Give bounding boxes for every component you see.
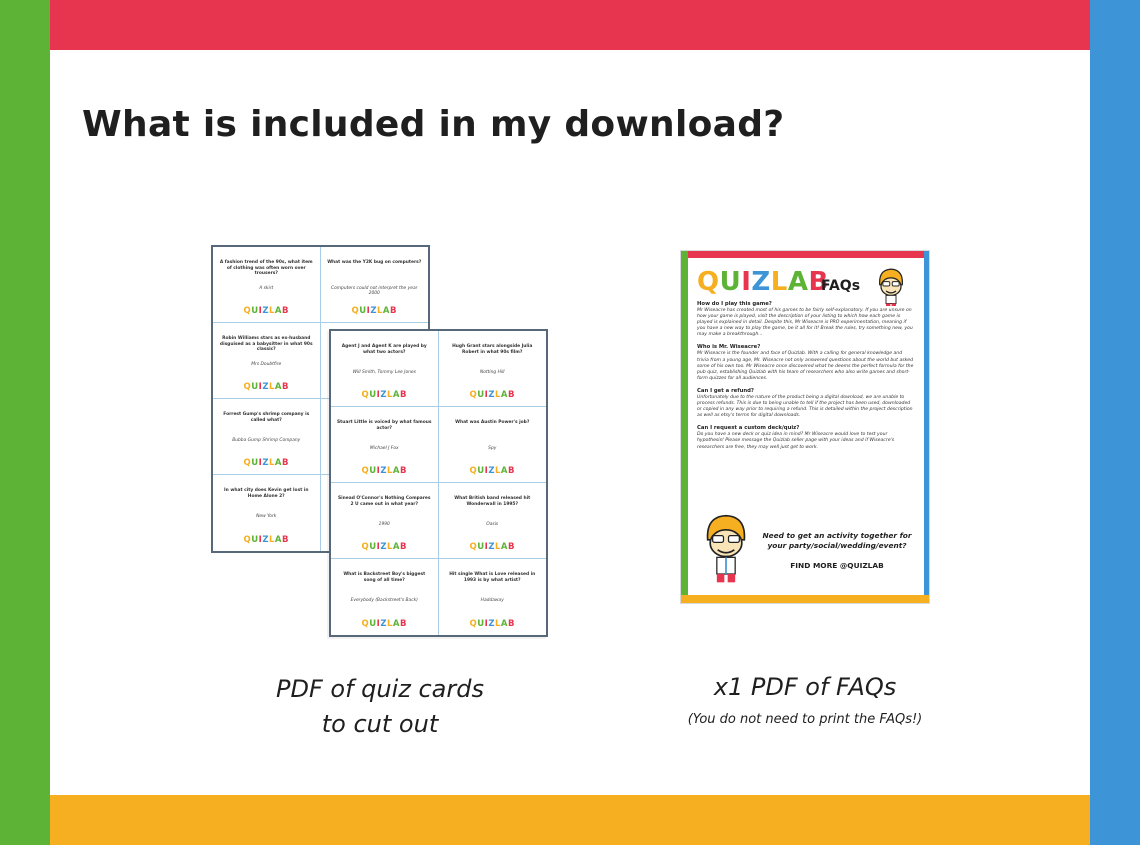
quiz-card: [213, 323, 321, 399]
mascot-small-icon: [872, 266, 910, 306]
logo-letter: U: [477, 619, 485, 629]
logo-letter: A: [382, 306, 390, 316]
logo-letter: L: [268, 382, 275, 392]
logo-letter: B: [400, 619, 407, 629]
faq-body: [697, 301, 915, 457]
faq-right-bar: [924, 251, 930, 604]
mascot-large-icon: [701, 513, 751, 585]
logo-letter: A: [274, 458, 282, 468]
caption-quiz-cards-line-1: PDF of quiz cards: [276, 675, 484, 703]
quiz-card-answer: Oasis: [486, 522, 499, 527]
logo-letter: U: [369, 619, 377, 629]
quiz-card-logo: [439, 390, 547, 400]
logo-letter: U: [477, 390, 485, 400]
quiz-card-answer: 1990: [378, 522, 390, 527]
faq-page-preview: [680, 250, 930, 604]
logo-letter: U: [251, 382, 259, 392]
bottom-color-bar: [50, 795, 1090, 845]
logo-letter: I: [258, 535, 263, 545]
quiz-card-logo: [213, 458, 320, 468]
left-color-bar: [0, 0, 50, 845]
logo-letter: Q: [243, 382, 252, 392]
quiz-card: [321, 247, 429, 323]
logo-letter: B: [390, 306, 397, 316]
quiz-card: [439, 483, 547, 559]
quiz-card-answer: Will Smith, Tommy Lee Jones: [352, 370, 416, 375]
logo-letter: Q: [243, 535, 252, 545]
logo-letter: Q: [469, 390, 478, 400]
right-color-bar: [1090, 0, 1140, 845]
quiz-card: [213, 247, 321, 323]
logo-letter: I: [484, 466, 489, 476]
quiz-card-question: Hit single What is Love released in 1993 is by what artist?: [449, 572, 536, 583]
logo-letter: Q: [361, 466, 370, 476]
caption-faq: x1 PDF of FAQs: [713, 673, 897, 701]
logo-letter: U: [719, 267, 742, 297]
quiz-card-answer: Michael J Fox: [369, 446, 399, 451]
logo-letter: Q: [697, 267, 720, 297]
logo-letter: B: [508, 619, 515, 629]
logo-letter: I: [741, 267, 752, 297]
quiz-card-logo: [331, 390, 438, 400]
logo-letter: I: [366, 306, 371, 316]
faq-logo: [697, 267, 829, 297]
logo-letter: B: [508, 390, 515, 400]
quiz-card-question: What was the Y2K bug on computers?: [327, 260, 422, 265]
logo-letter: A: [392, 466, 400, 476]
quiz-card: [213, 399, 321, 475]
quiz-card-question: A fashion trend of the 90s, what item of clothing was often worn over trousers?: [219, 260, 313, 277]
quiz-card: [213, 475, 321, 551]
logo-letter: L: [268, 458, 275, 468]
quiz-card-answer: Mrs Doubtfire: [251, 362, 282, 367]
quiz-card-logo: [213, 535, 320, 545]
logo-letter: U: [477, 466, 485, 476]
logo-letter: L: [268, 535, 275, 545]
quiz-card-question: What was Austin Power's job?: [455, 420, 530, 425]
logo-letter: L: [386, 619, 393, 629]
logo-letter: U: [251, 535, 259, 545]
caption-quiz-cards-line-2: to cut out: [321, 710, 439, 738]
quiz-card: [439, 407, 547, 483]
logo-letter: B: [282, 535, 289, 545]
faq-left-bar: [681, 251, 688, 604]
logo-letter: U: [477, 542, 485, 552]
logo-letter: L: [386, 466, 393, 476]
logo-letter: I: [484, 542, 489, 552]
logo-letter: Z: [370, 306, 377, 316]
quiz-card-answer: Computers could not interpret the year 2000: [331, 286, 418, 296]
logo-letter: A: [500, 542, 508, 552]
logo-letter: Z: [262, 382, 269, 392]
logo-letter: B: [400, 542, 407, 552]
logo-letter: Q: [469, 466, 478, 476]
quiz-card-question: Forrest Gump's shrimp company is called what?: [223, 412, 310, 423]
faq-answer: Mr Wiseacre has created most of his games to be fairly self-explanatory. If you are unsure on how your game is played, visit the description of your listing to which how each game is played is explained in detail. Despite this, Mr Wiseacre is PRO experimentation, meaning if you have a new way to play the game, be it all for it! Break the rules, try something new, you may make a breakthrough...: [697, 308, 913, 338]
faq-answer: Do you have a new deck or quiz idea in mind? Mr Wiseacre would love to test your hypothesis! Please message the Quizlab seller page with your ideas and if Wiseacre's researchers are free, they may well just get to work.: [697, 432, 895, 450]
quiz-card: [439, 559, 547, 635]
logo-letter: I: [258, 382, 263, 392]
logo-letter: Z: [380, 542, 387, 552]
quiz-card-logo: [331, 466, 438, 476]
logo-letter: B: [282, 458, 289, 468]
caption-quiz-cards: [230, 672, 530, 742]
logo-letter: A: [500, 619, 508, 629]
logo-letter: I: [376, 466, 381, 476]
logo-letter: Z: [488, 466, 495, 476]
logo-letter: Q: [243, 458, 252, 468]
logo-letter: Q: [243, 306, 252, 316]
logo-letter: A: [274, 382, 282, 392]
quiz-card-question: Agent J and Agent K are played by what two actors?: [341, 344, 427, 355]
logo-letter: A: [392, 390, 400, 400]
quiz-card: [331, 331, 439, 407]
logo-letter: L: [376, 306, 383, 316]
logo-letter: B: [808, 267, 829, 297]
logo-letter: Z: [488, 390, 495, 400]
faq-question: How do I play this game?: [697, 301, 772, 307]
quiz-card-question: Sinead O'Connor's Nothing Compares 2 U came out in what year?: [337, 496, 431, 507]
quiz-card-question: Hugh Grant stars alongside Julia Robert in what 90s film?: [452, 344, 533, 355]
logo-letter: B: [508, 466, 515, 476]
page-title: What is included in my download?: [82, 104, 785, 145]
logo-letter: Q: [361, 619, 370, 629]
quiz-card-question: Robin Williams stars as ex-husband disguised as a babysitter in what 90s classic?: [219, 336, 313, 353]
quiz-card-answer: Spy: [488, 446, 497, 451]
quiz-card-logo: [439, 542, 547, 552]
logo-letter: L: [494, 542, 501, 552]
logo-letter: Q: [361, 542, 370, 552]
faq-find-more: FIND MORE @QUIZLAB: [790, 561, 884, 570]
logo-letter: I: [258, 458, 263, 468]
logo-letter: A: [500, 390, 508, 400]
logo-letter: Z: [380, 466, 387, 476]
quiz-card-question: What is Backstreet Boy's biggest song of all time?: [343, 572, 426, 583]
logo-letter: U: [369, 466, 377, 476]
faq-top-bar: [681, 251, 930, 258]
logo-letter: A: [787, 267, 809, 297]
logo-letter: Q: [351, 306, 360, 316]
quiz-card-question: Stuart Little is voiced by what famous actor?: [337, 420, 432, 431]
logo-letter: I: [376, 619, 381, 629]
quiz-card-answer: Everybody (Backstreet's Back): [350, 598, 418, 603]
logo-letter: Z: [262, 458, 269, 468]
logo-letter: L: [494, 390, 501, 400]
faq-answer: Mr Wiseacre is the founder and face of Quizlab. With a calling for general knowledge and trivia from a young age, Mr. Wiseacre not only answered questions about the world but asked some of his own too. Mr Wiseacre once discovered what he deems the perfect formula for the pub quiz, establishing Quizlab with his team of researchers who also write games and short-form quizzes for all audiences.: [697, 351, 914, 381]
quiz-card: [439, 331, 547, 407]
logo-letter: A: [274, 306, 282, 316]
quiz-card-logo: [331, 619, 438, 629]
faq-bottom-bar: [681, 595, 930, 604]
quiz-card-sheet-front: [329, 329, 548, 637]
logo-letter: Z: [380, 390, 387, 400]
logo-letter: B: [400, 390, 407, 400]
logo-letter: B: [282, 306, 289, 316]
quiz-card-answer: Haddaway: [480, 598, 504, 603]
logo-letter: B: [508, 542, 515, 552]
logo-letter: Q: [361, 390, 370, 400]
faq-question: Can I get a refund?: [697, 387, 754, 394]
logo-letter: L: [386, 542, 393, 552]
quiz-card-question: What British band released hit Wonderwall in 1995?: [454, 496, 531, 507]
logo-letter: I: [376, 542, 381, 552]
logo-letter: U: [359, 306, 367, 316]
quiz-card-answer: Notting Hill: [479, 370, 505, 375]
faq-title-suffix: FAQs: [821, 278, 861, 294]
faq-call-to-action: Need to get an activity together for your party/social/wedding/event?: [762, 531, 912, 550]
caption-faq-note: (You do not need to print the FAQs!): [687, 712, 923, 727]
faq-answer: Unfortunately due to the nature of the product being a digital download, we are unable to process refunds. This is due to being unable to tell if the project has been used, downloaded or copied in any way prior to requiring a refund. This is detailed within the project description as well as etsy's terms for digital downloads.: [697, 394, 913, 419]
quiz-card-question: In what city does Kevin get lost in Home Alone 2?: [224, 488, 309, 499]
logo-letter: A: [392, 542, 400, 552]
faq-question: Who is Mr. Wiseacre?: [697, 344, 761, 351]
logo-letter: B: [400, 466, 407, 476]
logo-letter: U: [251, 458, 259, 468]
logo-letter: Z: [380, 619, 387, 629]
logo-letter: Z: [262, 306, 269, 316]
logo-letter: Z: [488, 619, 495, 629]
logo-letter: B: [282, 382, 289, 392]
logo-letter: Z: [751, 267, 771, 297]
logo-letter: A: [500, 466, 508, 476]
quiz-card-logo: [213, 306, 320, 316]
quiz-card-answer: Bubba Gump Shrimp Company: [232, 438, 301, 443]
top-color-bar: [50, 0, 1090, 50]
faq-question: Can I request a custom deck/quiz?: [697, 425, 800, 432]
logo-letter: A: [392, 619, 400, 629]
logo-letter: U: [251, 306, 259, 316]
quiz-card: [331, 407, 439, 483]
logo-letter: I: [376, 390, 381, 400]
logo-letter: I: [484, 619, 489, 629]
logo-letter: I: [258, 306, 263, 316]
quiz-card-logo: [439, 466, 547, 476]
quiz-card: [331, 483, 439, 559]
logo-letter: Z: [488, 542, 495, 552]
logo-letter: Q: [469, 542, 478, 552]
logo-letter: L: [386, 390, 393, 400]
quiz-card: [331, 559, 439, 635]
logo-letter: A: [274, 535, 282, 545]
logo-letter: Q: [469, 619, 478, 629]
quiz-card-logo: [213, 382, 320, 392]
quiz-card-answer: A skirt: [259, 286, 274, 291]
quiz-card-logo: [439, 619, 547, 629]
logo-letter: L: [770, 267, 788, 297]
logo-letter: L: [494, 619, 501, 629]
logo-letter: U: [369, 390, 377, 400]
quiz-card-answer: New York: [256, 514, 277, 519]
logo-letter: U: [369, 542, 377, 552]
logo-letter: I: [484, 390, 489, 400]
logo-letter: L: [494, 466, 501, 476]
quiz-card-logo: [331, 542, 438, 552]
logo-letter: Z: [262, 535, 269, 545]
logo-letter: L: [268, 306, 275, 316]
quiz-card-logo: [321, 306, 429, 316]
